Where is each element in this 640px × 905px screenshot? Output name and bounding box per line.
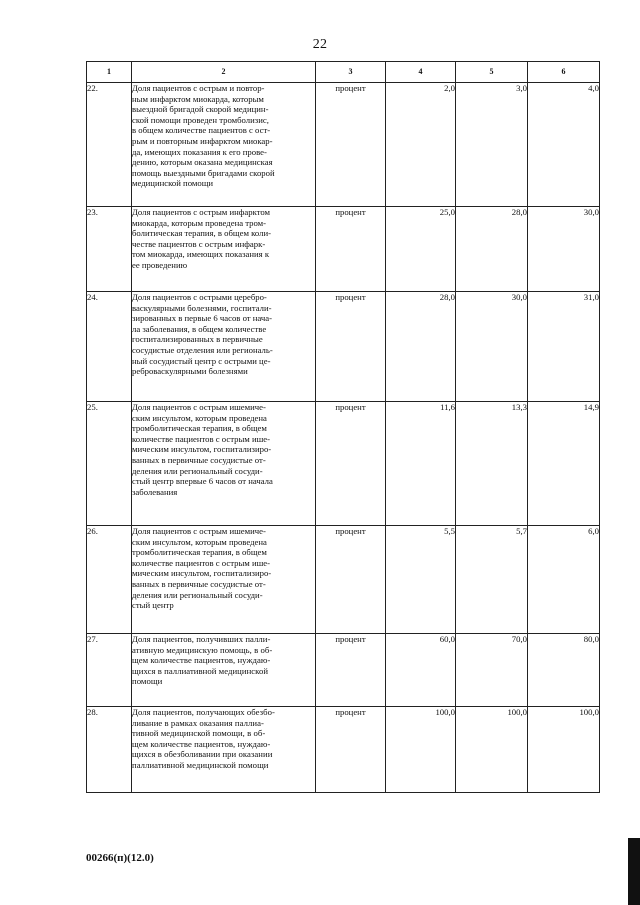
indicator-name: Доля пациентов, получающих обезбо- ливание в рамках оказания паллиа- тивной медицинской помощи, в об- щем количестве пациентов, нуждаю- щихся в обезболивании при оказании паллиативной медицинской помощи: [132, 707, 316, 793]
value-col-6: 14,9: [528, 402, 600, 526]
indicator-name: Доля пациентов, получивших палли- ативную медицинскую помощь, в об- щем количестве пациентов, нуждаю- щихся в паллиативной медицинской помощи: [132, 634, 316, 707]
value-col-4: 60,0: [386, 634, 456, 707]
value-col-5: 13,3: [456, 402, 528, 526]
value-col-6: 30,0: [528, 207, 600, 292]
value-col-6: 100,0: [528, 707, 600, 793]
indicator-table: [86, 61, 600, 793]
unit-cell: процент: [316, 83, 386, 207]
indicator-name: Доля пациентов с острым и повтор- ным инфарктом миокарда, которым выездной бригадой скорой медицин- ской помощи проведен тромболизис, в общем количестве пациентов с ост- рым и повторным инфарктом миокар- да, имеющих показания к его прове- дению, которым оказана медицинская помощь выездными бригадами скорой медицинской помощи: [132, 83, 316, 207]
value-col-5: 5,7: [456, 526, 528, 634]
value-col-4: 11,6: [386, 402, 456, 526]
unit-cell: процент: [316, 207, 386, 292]
header-cell-4: 4: [386, 62, 456, 83]
document-code: 00266(п)(12.0): [86, 852, 154, 864]
header-cell-3: 3: [316, 62, 386, 83]
table-row: [87, 83, 600, 207]
value-col-4: 100,0: [386, 707, 456, 793]
table-row: [87, 292, 600, 402]
row-number: 28.: [87, 707, 132, 793]
scan-edge-mark: [628, 838, 640, 905]
row-number: 25.: [87, 402, 132, 526]
unit-cell: процент: [316, 707, 386, 793]
table-row: [87, 402, 600, 526]
value-col-6: 6,0: [528, 526, 600, 634]
row-number: 22.: [87, 83, 132, 207]
value-col-4: 25,0: [386, 207, 456, 292]
unit-cell: процент: [316, 292, 386, 402]
indicator-name: Доля пациентов с острым инфарктом миокарда, которым проведена тром- болитическая терапия, в общем коли- честве пациентов с острым инфарк- том миокарда, имеющих показания к ее проведению: [132, 207, 316, 292]
value-col-6: 80,0: [528, 634, 600, 707]
value-col-5: 28,0: [456, 207, 528, 292]
unit-cell: процент: [316, 526, 386, 634]
indicator-name: Доля пациентов с острым ишемиче- ским инсультом, которым проведена тромболитическая терапия, в общем количестве пациентов с острым ише- мическим инсультом, госпитализиро- ванных в первичные сосудистые от- деления или региональный сосуди- стый центр впервые 6 часов от начала заболевания: [132, 402, 316, 526]
row-number: 27.: [87, 634, 132, 707]
table-row: [87, 634, 600, 707]
unit-cell: процент: [316, 634, 386, 707]
header-cell-6: 6: [528, 62, 600, 83]
header-cell-2: 2: [132, 62, 316, 83]
table-row: [87, 707, 600, 793]
value-col-5: 3,0: [456, 83, 528, 207]
table-row: [87, 207, 600, 292]
value-col-6: 31,0: [528, 292, 600, 402]
value-col-4: 2,0: [386, 83, 456, 207]
page-number: 22: [312, 37, 328, 52]
value-col-5: 30,0: [456, 292, 528, 402]
header-cell-1: 1: [87, 62, 132, 83]
table-row: [87, 526, 600, 634]
value-col-4: 28,0: [386, 292, 456, 402]
value-col-6: 4,0: [528, 83, 600, 207]
row-number: 24.: [87, 292, 132, 402]
row-number: 26.: [87, 526, 132, 634]
indicator-name: Доля пациентов с острыми церебро- васкулярными болезнями, госпитали- зированных в первые 6 часов от нача- ла заболевания, в общем количестве госпитализированных в первичные сосудистые отделения или региональ- ный сосудистый центр с острыми це- реброваскулярными болезнями: [132, 292, 316, 402]
unit-cell: процент: [316, 402, 386, 526]
header-cell-5: 5: [456, 62, 528, 83]
value-col-5: 70,0: [456, 634, 528, 707]
value-col-5: 100,0: [456, 707, 528, 793]
table-header-row: [87, 62, 600, 83]
row-number: 23.: [87, 207, 132, 292]
value-col-4: 5,5: [386, 526, 456, 634]
indicator-name: Доля пациентов с острым ишемиче- ским инсультом, которым проведена тромболитическая терапия, в общем количестве пациентов с острым ише- мическим инсультом, госпитализиро- ванных в первичные сосудистые от- деления или региональный сосуди- стый центр: [132, 526, 316, 634]
